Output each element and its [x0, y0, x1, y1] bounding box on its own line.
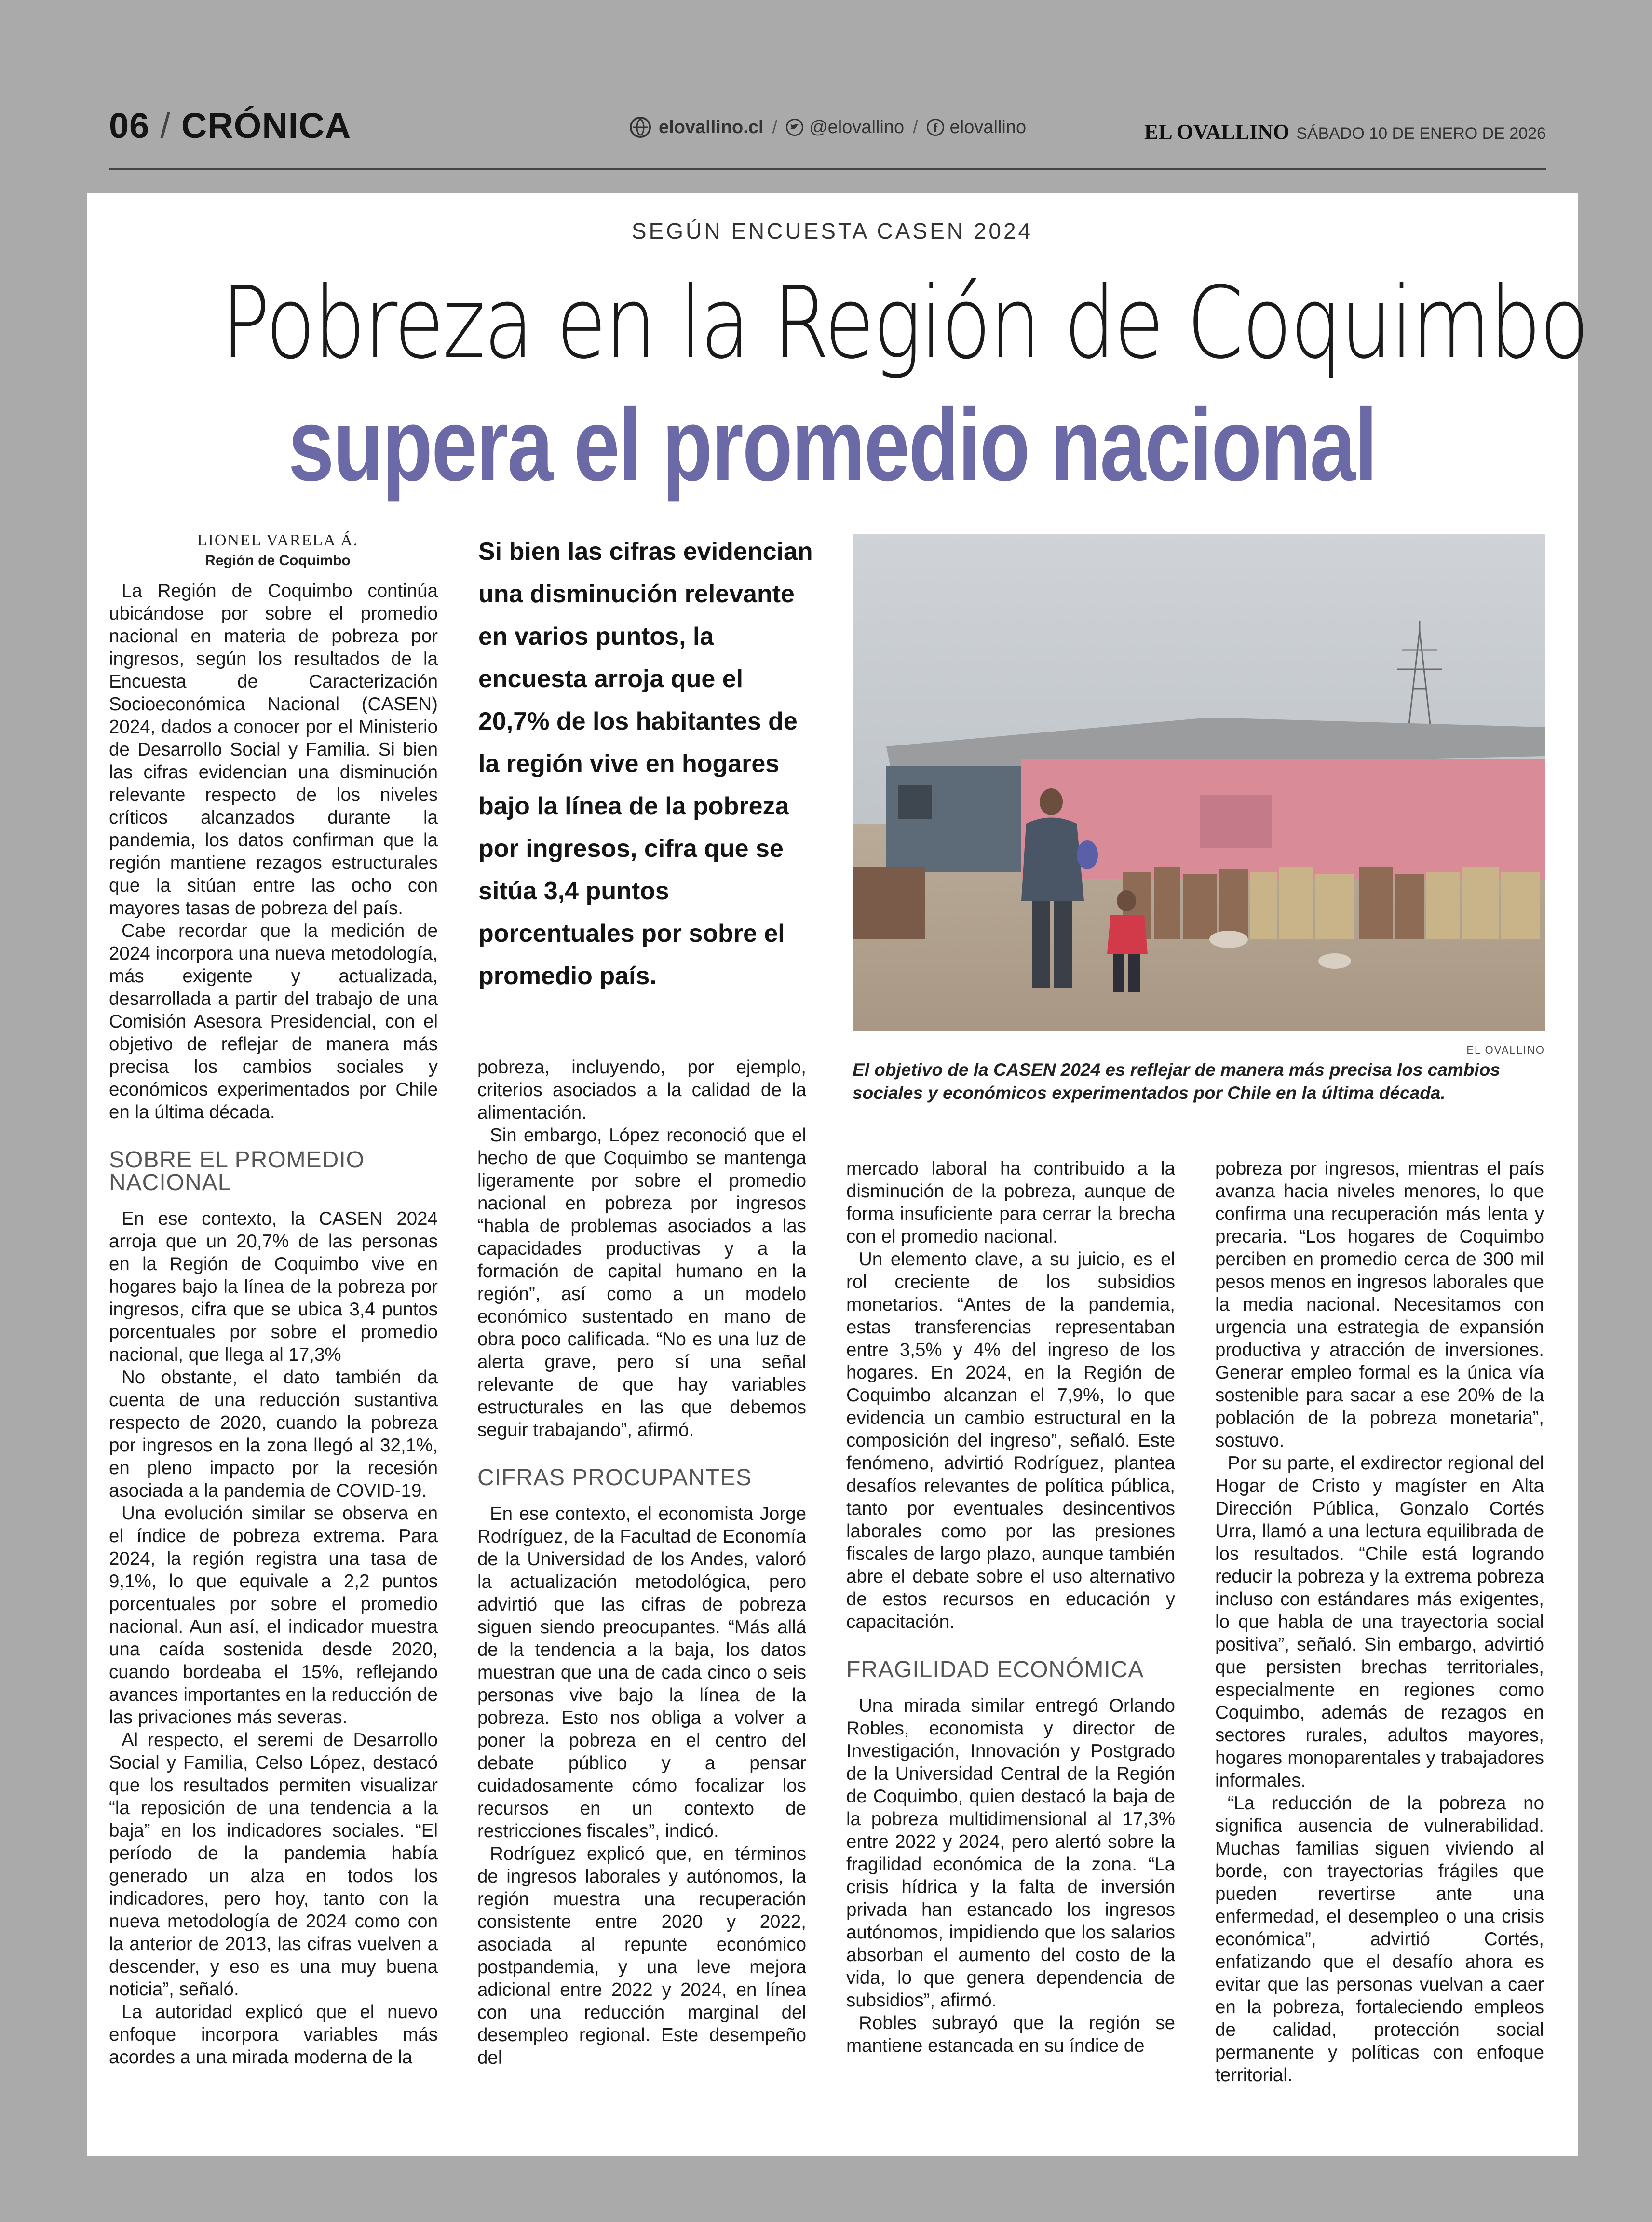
paragraph: mercado laboral ha contribuido a la disminución de la pobreza, aunque de forma insuficiente para cerrar la brecha con el promedio nacional. — [846, 1158, 1175, 1247]
pull-quote: Si bien las cifras evidencian una disminución relevante en varios puntos, la encuesta arroja que el 20,7% de los habitantes de la región vive en hogares bajo la línea de la pobreza por ingresos, cifra que se sitúa 3,4 puntos porcentuales por sobre el promedio país. — [478, 538, 813, 990]
twitter-icon — [786, 119, 803, 136]
paragraph: Sin embargo, López reconoció que el hecho de que Coquimbo se mantenga ligeramente por sobre el promedio nacional en pobreza por ingresos “habla de problemas asociados a las capacidades productivas y a la formación de capital humano en la región”, así como a un modelo económico sustentado en mano de obra poco calificada. “No es una luz de alerta grave, pero sí una señal relevante de que hay variables estructurales en las que debemos seguir trabajando”, afirmó. — [477, 1125, 806, 1440]
article-panel — [87, 193, 1588, 2156]
headline-line-1: Pobreza en la Región de Coquimbo — [221, 265, 1588, 381]
photo-caption: El objetivo de la CASEN 2024 es reflejar de manera más precisa los cambios sociales y económicos experimentados por Chile en la última década. — [853, 1060, 1500, 1103]
paragraph: La autoridad explicó que el nuevo enfoque incorpora variables más acordes a una mirada moderna de la — [109, 2002, 438, 2068]
headline-line-2: supera el promedio nacional — [288, 387, 1377, 502]
article-column-1 — [109, 580, 438, 2132]
paragraph: “La reducción de la pobreza no significa ausencia de vulnerabilidad. Muchas familias siguen viviendo al borde, con trayectorias frágiles que pueden revertirse ante una enfermedad, el desempleo o una crisis económica”, advirtió Cortés, enfatizando que el desafío ahora es evitar que las personas vuelvan a caer en la pobreza, fortaleciendo empleos de calidad, protección social permanente y políticas con enfoque territorial. — [1215, 1793, 1544, 2086]
paragraph: Un elemento clave, a su juicio, es el rol creciente de los subsidios monetarios. “Antes de la pandemia, estas transferencias representaban entre 3,5% y 4% del ingreso de los hogares. En 2024, en la Región de Coquimbo alcanzan el 7,9%, lo que evidencia un cambio estructural en la composición del ingreso”, señaló. Este fenómeno, advirtió Rodríguez, plantea desafíos relevantes de política pública, tanto por eventuales desincentivos laborales como por las presiones fiscales de largo plazo, aunque también abre el debate sobre el uso alternativo de estos recursos en educación y capacitación. — [846, 1249, 1175, 1632]
paragraph: La Región de Coquimbo continúa ubicándose por sobre el promedio nacional en materia de pobreza por ingresos, según los resultados de la Encuesta de Caracterización Socioeconómica Nacional (CASEN) 2024, dados a conocer por el Ministerio de Desarrollo Social y Familia. Si bien las cifras evidencian una disminución relevante respecto de los niveles críticos alcanzados durante la pandemia, los datos confirman que la región mantiene rezagos estructurales que la sitúan entre las ocho con mayores tasas de pobreza del país. — [109, 581, 438, 919]
subhead: CIFRAS PROCUPANTES — [477, 1465, 752, 1490]
author-name: LIONEL VARELA Á. — [197, 531, 359, 549]
byline — [114, 531, 442, 569]
paragraph: En ese contexto, el economista Jorge Rodríguez, de la Facultad de Economía de la Universidad de los Andes, valoró la actualización metodológica, pero advirtió que las cifras de pobreza siguen siendo preocupantes. “Más allá de la tendencia a la baja, los datos muestran que una de cada cinco o seis personas vive bajo la línea de la pobreza. Esto nos obliga a volver a poner la pobreza en el centro del debate público y a pensar cuidadosamente cómo focalizar los recursos en un contexto de restricciones fiscales”, indicó. — [477, 1504, 806, 1842]
paragraph: En ese contexto, la CASEN 2024 arroja que un 20,7% de las personas en la Región de Coquimbo vive en hogares bajo la línea de la pobreza por ingresos, cifra que se ubica 3,4 puntos porcentuales por sobre el promedio nacional, que llega al 17,3% — [109, 1208, 438, 1365]
twitter-handle[interactable]: @elovallino — [809, 117, 905, 137]
author-location: Región de Coquimbo — [205, 553, 351, 569]
section-name: CRÓNICA — [181, 106, 352, 146]
paragraph: Robles subrayó que la región se mantiene estancada en su índice de — [846, 2013, 1175, 2056]
header-divider — [109, 168, 1546, 170]
paragraph: Una mirada similar entregó Orlando Robles, economista y director de Investigación, Innovación y Postgrado de la Universidad Central de la Región de Coquimbo, quien destacó la baja de la pobreza multidimensional al 17,3% entre 2022 y 2024, pero alertó sobre la fragilidad económica de la zona. “La crisis hídrica y la falta de inversión privada han estancado los ingresos autónomos, impidiendo que los salarios absorban el aumento del costo de la vida, lo que genera dependencia de subsidios”, afirmó. — [846, 1695, 1175, 2011]
issue-date: SÁBADO 10 DE ENERO DE 2026 — [1296, 124, 1546, 143]
brand-name: EL OVALLINO — [1144, 120, 1290, 144]
paragraph: Rodríguez explicó que, en términos de ingresos laborales y autónomos, la región muestra una recuperación consistente entre 2020 y 2022, asociada al repunte económico postpandemia, y una leve mejora adicional entre 2022 y 2024, en línea con una reducción marginal del desempleo regional. Este desempeño del — [477, 1843, 806, 2068]
globe-icon — [630, 117, 651, 138]
social-links: elovallino.cl / @elovallino / elovallino — [630, 117, 1026, 138]
facebook-handle[interactable]: elovallino — [949, 117, 1027, 137]
photo-credit: EL OVALLINO — [1466, 1044, 1545, 1056]
article-column-3 — [846, 1157, 1175, 2131]
subhead: SOBRE EL PROMEDIO NACIONAL — [109, 1147, 365, 1195]
article-column-2 — [477, 1056, 806, 2131]
website-link[interactable]: elovallino.cl — [659, 117, 764, 137]
article-photo — [853, 534, 1545, 1031]
paragraph: pobreza por ingresos, mientras el país avanza hacia niveles menores, lo que confirma una recuperación más lenta y precaria. “Los hogares de Coquimbo perciben en promedio cerca de 300 mil pesos menos en ingresos laborales que la media nacional. Necesitamos con urgencia una estrategia de expansión productiva y atracción de inversiones. Generar empleo formal es la única vía sostenible para sacar a ese 20% de la población de la pobreza monetaria”, sostuvo. — [1215, 1158, 1544, 1451]
subhead: FRAGILIDAD ECONÓMICA — [846, 1657, 1144, 1682]
page-number: 06 — [109, 106, 150, 146]
paragraph: Cabe recordar que la medición de 2024 incorpora una nueva metodología, más exigente y actualizada, desarrollada a partir del trabajo de una Comisión Asesora Presidencial, con el objetivo de reflejar de manera más precisa los cambios sociales y económicos experimentados por Chile en la última década. — [109, 921, 438, 1123]
paragraph: Al respecto, el seremi de Desarrollo Social y Familia, Celso López, destacó que los resultados permiten visualizar “la reposición de una tendencia a la baja” en los indicadores sociales. “El período de la pandemia había generado un alza en todos los indicadores, pero hoy, tanto con la nueva metodología de 2024 como con la anterior de 2013, las cifras vuelven a descender, y eso es una muy buena noticia”, señaló. — [109, 1730, 438, 2000]
kicker: SEGÚN ENCUESTA CASEN 2024 — [631, 218, 1033, 244]
paragraph: No obstante, el dato también da cuenta de una reducción sustantiva respecto de 2020, cuando la pobreza por ingresos en la zona llegó al 32,1%, en pleno impacto por la recesión asociada a la pandemia de COVID-19. — [109, 1367, 438, 1501]
facebook-icon — [927, 119, 944, 136]
paragraph: Por su parte, el exdirector regional del Hogar de Cristo y magíster en Alta Dirección Pública, Gonzalo Cortés Urra, llamó a una lectura equilibrada de los resultados. “Chile está logrando reducir la pobreza y la extrema pobreza incluso con estándares más exigentes, lo que habla de una trayectoria social positiva”, señaló. Sin embargo, advirtió que persisten brechas territoriales, especialmente en regiones como Coquimbo, además de rezagos en sectores rurales, adultos mayores, hogares monoparentales y trabajadores informales. — [1215, 1453, 1544, 1791]
masthead-date — [1144, 120, 1546, 144]
article-column-4 — [1215, 1157, 1544, 2131]
paragraph: Una evolución similar se observa en el índice de pobreza extrema. Para 2024, la región registra una tasa de 9,1%, lo que equivale a 2,2 puntos porcentuales por sobre el promedio nacional. Aun así, el indicador muestra una caída sostenida desde 2020, cuando bordeaba el 15%, reflejando avances importantes en la reducción de las privaciones más severas. — [109, 1503, 438, 1728]
paragraph: pobreza, incluyendo, por ejemplo, criterios asociados a la calidad de la alimentación. — [477, 1057, 806, 1123]
section-label: 06 / CRÓNICA — [109, 106, 352, 146]
photo-illustration — [853, 534, 1545, 1031]
page-header — [109, 105, 1546, 168]
